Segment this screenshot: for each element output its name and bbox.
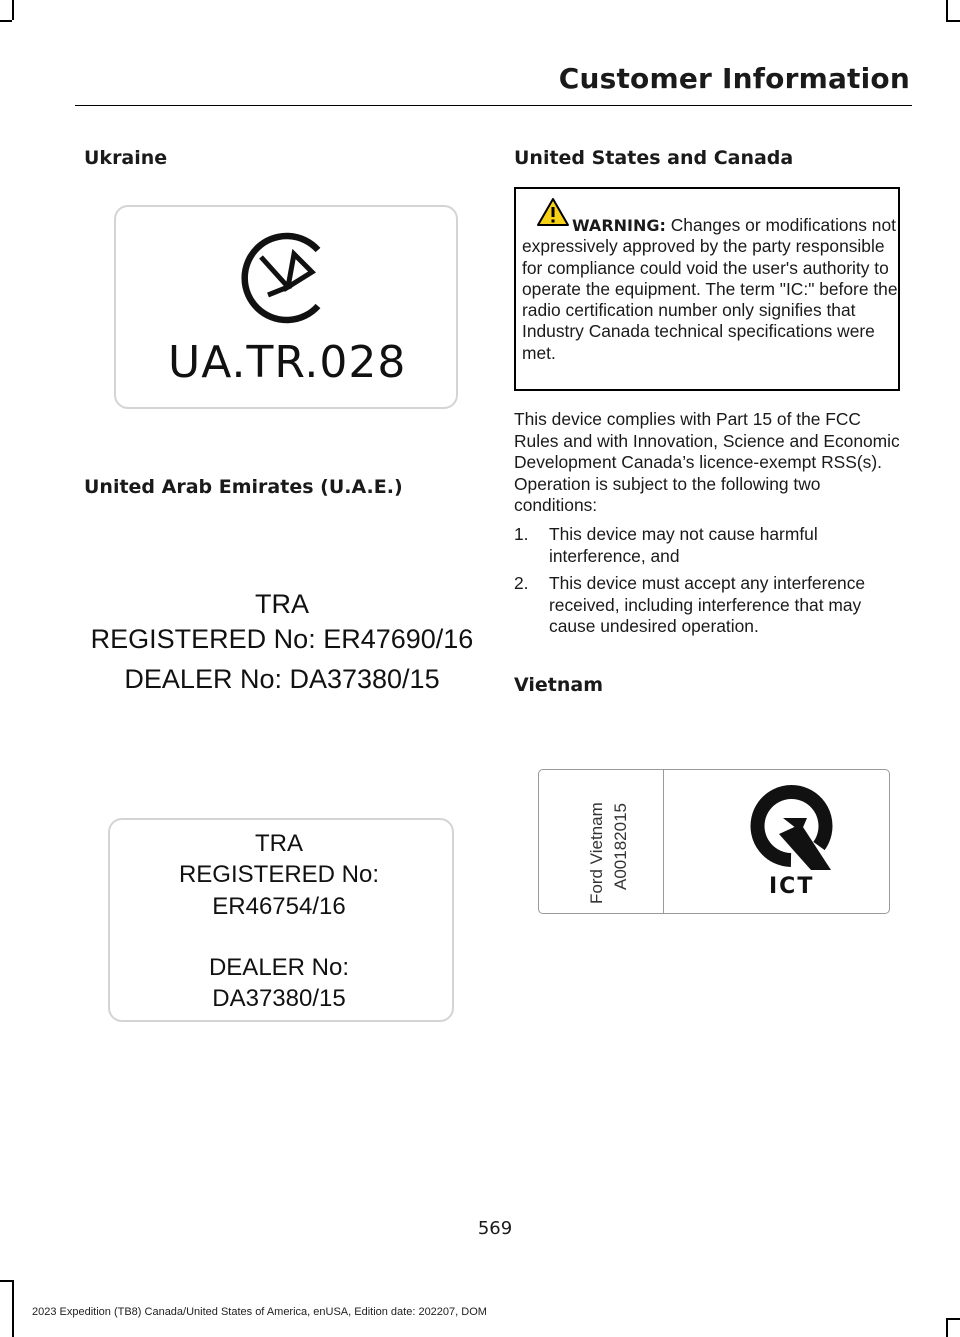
crop-mark	[0, 1280, 12, 1282]
crop-mark	[946, 0, 948, 20]
crop-mark	[0, 20, 12, 22]
page-title: Customer Information	[558, 62, 910, 95]
ict-logo-icon	[731, 784, 861, 884]
uae-heading: United Arab Emirates (U.A.E.)	[84, 476, 403, 498]
uae-label-2-line: DA37380/15	[212, 985, 346, 1012]
us-canada-heading: United States and Canada	[514, 147, 794, 169]
vietnam-label-line: Ford Vietnam	[587, 802, 606, 904]
crop-mark	[12, 1280, 14, 1337]
vietnam-heading: Vietnam	[514, 674, 603, 696]
uae-label-1-line: TRA	[255, 589, 309, 619]
warning-box	[514, 187, 900, 391]
uae-label-2-line: REGISTERED No:	[178, 861, 380, 888]
uae-label-2-line: ER46754/16	[212, 893, 346, 920]
ukraine-heading: Ukraine	[84, 147, 168, 169]
page-number: 569	[477, 1218, 513, 1239]
ukraine-certification-mark	[114, 205, 458, 409]
label-divider	[663, 770, 664, 913]
crop-mark	[946, 20, 960, 22]
list-item-text: This device must accept any interference received, including interference that may cause undesired operation.	[549, 573, 866, 636]
ict-logo-text: ICT	[769, 874, 815, 899]
crop-mark	[12, 0, 14, 20]
vietnam-certification-label	[538, 769, 890, 914]
list-item-number: 2.	[514, 573, 529, 593]
ukraine-mark-code: UA.TR.028	[168, 337, 407, 388]
uae-label-2-line: DEALER No:	[208, 954, 350, 981]
warning-text	[522, 215, 900, 364]
footer-text: 2023 Expedition (TB8) Canada/United States of America, enUSA, Edition date: 202207, DOM	[32, 1306, 487, 1318]
uae-label-1-line: REGISTERED No: ER47690/16	[90, 624, 474, 654]
list-item-text: This device may not cause harmful interference, and	[549, 524, 818, 566]
crop-mark	[946, 1318, 960, 1320]
uae-label-2-line: TRA	[255, 830, 303, 857]
warning-label: WARNING:	[572, 216, 666, 235]
list-item-number: 1.	[514, 524, 529, 544]
ukraine-conformity-icon	[116, 207, 456, 337]
vietnam-label-line: A00182015	[611, 803, 630, 890]
fcc-compliance-text: This device complies with Part 15 of the FCC Rules and with Innovation, Science and Economic Development Canada’s licence-exempt RSS(s). Operation is subject to the following two conditions:	[514, 409, 900, 515]
header-divider	[75, 105, 912, 106]
warning-body: Changes or modifications not expressively approved by the party responsible for compliance could void the user's authority to operate the equipment. The term "IC:" before the radio certification number only signifies that Industry Canada technical specifications were met.	[522, 215, 898, 363]
uae-label-1-line: DEALER No: DA37380/15	[124, 664, 440, 694]
crop-mark	[946, 1318, 948, 1337]
